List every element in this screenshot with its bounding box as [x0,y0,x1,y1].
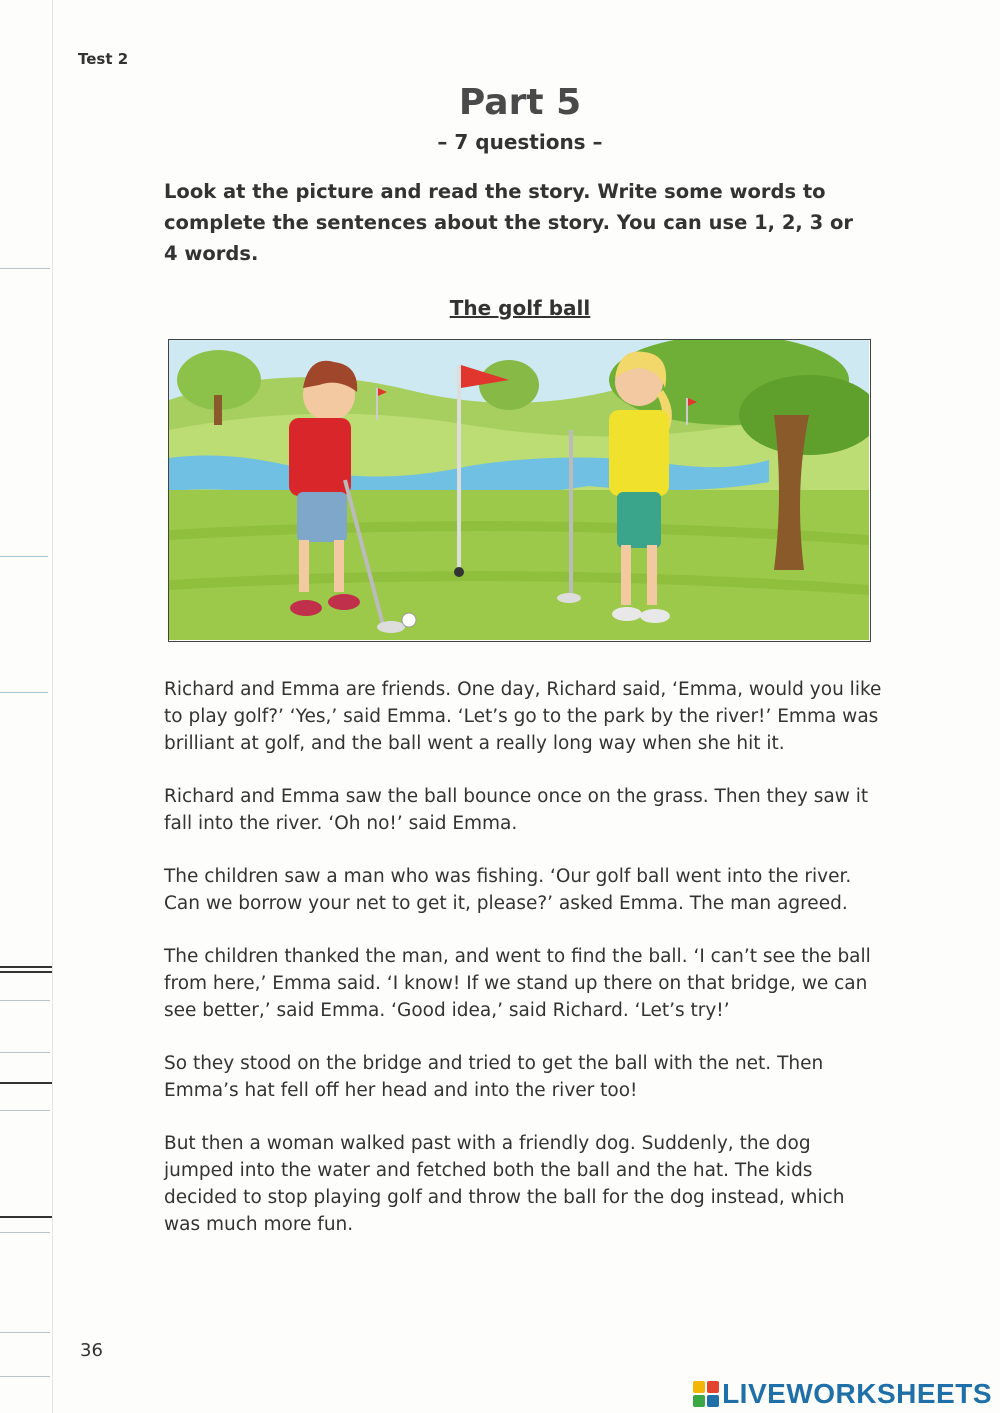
instructions: Look at the picture and read the story. Write some words to complete the sentences about the story. You can use 1, 2, 3 or 4 words. [164,180,853,265]
margin-mark [0,966,52,968]
story-paragraph: But then a woman walked past with a friendly dog. Suddenly, the dog jumped into the water and fetched both the ball and the hat. The kids decided to stop playing golf and throw the ball for the dog instead, which was much more fun. [164,1133,845,1235]
story-illustration [168,339,871,642]
margin-mark [0,556,48,557]
page-margin-rule [52,0,53,1413]
test-label: Test 2 [78,50,129,68]
margin-mark [0,1232,50,1233]
margin-mark [0,1082,52,1084]
margin-mark [0,1052,50,1053]
margin-mark [0,692,48,693]
golf-ball [402,613,416,627]
grass-foreground [169,490,869,640]
watermark-text: LIVEWORKSHEETS [722,1378,992,1409]
margin-mark [0,1376,50,1377]
margin-mark [0,971,52,973]
tree-left-trunk [214,395,222,425]
margin-mark [0,1216,52,1218]
margin-mark [0,1000,50,1001]
page-number: 36 [80,1340,103,1361]
golf-hole [454,567,464,577]
margin-mark [0,268,50,269]
part-subtitle: – 7 questions – [437,130,603,154]
story-paragraph: So they stood on the bridge and tried to get the ball with the net. Then Emma’s hat fell off her head and into the river too! [164,1053,824,1101]
story-paragraph: Richard and Emma are friends. One day, Richard said, ‘Emma, would you like to play golf?’ ‘Yes,’ said Emma. ‘Let’s go to the park by the river!’ Emma was brilliant at golf, and the ball went a really long way when she hit it. [164,679,882,754]
story-paragraph: The children thanked the man, and went to find the ball. ‘I can’t see the ball from here,’ Emma said. ‘I know! If we stand up there on that bridge, we can see better,’ said Emma. ‘Good idea,’ said Richard. ‘Let’s try!’ [164,946,871,1021]
story-paragraph: Richard and Emma saw the ball bounce once on the grass. Then they saw it fall into the river. ‘Oh no!’ said Emma. [164,786,869,834]
liveworksheets-watermark[interactable] [693,1378,992,1410]
story-paragraph: The children saw a man who was fishing. ‘Our golf ball went into the river. Can we borrow your net to get it, please?’ asked Emma. The man agreed. [164,866,852,914]
tree-middle [479,360,539,410]
liveworksheets-logo-icon [693,1381,719,1407]
story-text [164,676,884,1264]
story-title: The golf ball [449,296,591,320]
part-title: Part 5 [458,82,582,123]
margin-mark [0,1332,50,1333]
margin-mark [0,1110,50,1111]
